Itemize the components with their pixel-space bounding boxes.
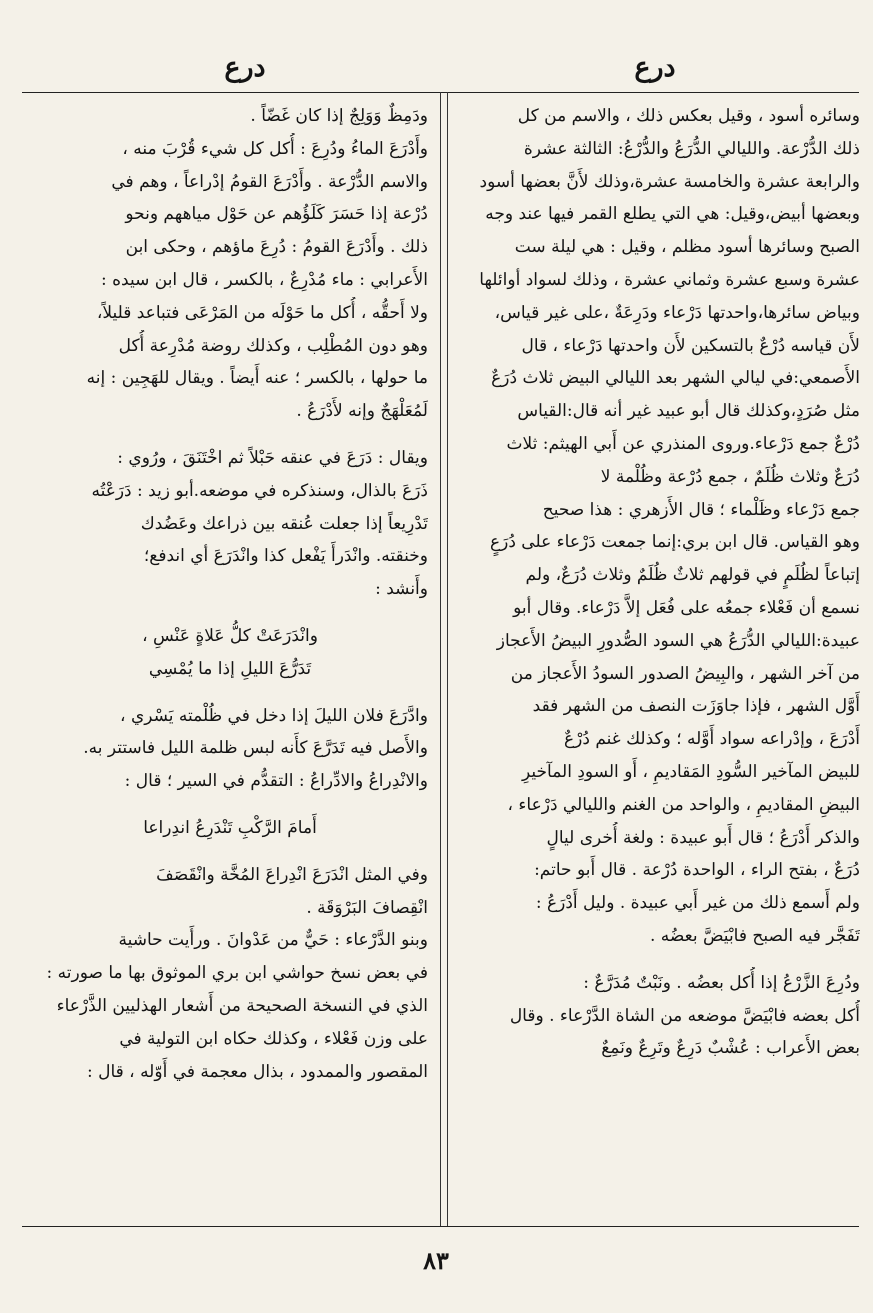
page-number: ٨٣	[423, 1246, 449, 1275]
text-line: من آخر الشهر ، والبِيضُ الصدور السودُ الأَعجاز من	[510, 663, 860, 684]
paragraph-gap	[458, 953, 860, 967]
text-line: دُرَعٌ وثلاث ظُلَمٌ ، جمع دُرْعة وظُلْمة لا	[600, 466, 860, 487]
text-line: الذي في النسخة الصحيحة من أَشعار الهذليين الذَّرْعاء	[56, 995, 428, 1016]
paragraph-gap	[32, 798, 428, 812]
text-line: ما حولها ، بالكسر ؛ عنه أَيضاً . ويقال للهَجِين : إنه	[86, 368, 428, 389]
text-line: نسمع أن فَعْلاء جمعُه على فُعَل إلاَّ دَرْعاء. وقال أبو	[513, 597, 860, 618]
text-line: والاسم الدُّرْعة . وأَدْرَعَ القومُ إدْراعاً ، وهم في	[111, 171, 428, 192]
text-line: أُكل بعضه فابْيَضَّ موضعه من الشاة الدَّرْعاء . وقال	[509, 1005, 860, 1026]
text-line: الصبح وسائرها أسود مظلم ، وقيل : هي ليلة ست	[514, 237, 860, 258]
text-line: وسائره أسود ، وقيل بعكس ذلك ، والاسم من كل	[517, 106, 860, 126]
text-line: جمع دَرْعاء وظَلْماء ؛ قال الأَزهري : هذا صحيح	[542, 499, 860, 520]
text-line: ذلك الدُّرْعة. والليالي الدُّرَعُ والدُّرْعُ: الثالثة عشرة	[523, 138, 860, 159]
text-line: وأَدْرَعَ الماءُ ودُرِعَ : أُكل كل شيء قُرْبَ منه ،	[122, 138, 428, 159]
text-line: مثل صُرَدٍ،وكذلك قال أبو عبيد غير أنه قال:القياس	[517, 401, 860, 422]
text-line: الأَعرابي : ماء مُدْرِعٌ ، بالكسر ، قال ابن سيده :	[101, 269, 428, 290]
text-line: أَوَّل الشهر ، فإذا جاوَزَت النصف من الشهر فقد	[532, 696, 860, 717]
text-line: إتباعاً لظُلَمٍ في قولهم ثلاثٌ ظُلَمٌ وثلاث دُرَعٌ، ولم	[525, 565, 860, 586]
bottom-rule	[22, 1226, 859, 1227]
text-line: انْقِصافَ البَرْوَقَة .	[306, 897, 428, 918]
text-line: لَمُعَلْهَجٌ وإنه لأَدْرَعُ .	[296, 401, 428, 422]
paragraph-gap	[32, 606, 428, 620]
text-line: والأَصل فيه تَدَرَّعَ كأَنه لبس ظلمة الليل فاستتر به.	[83, 738, 428, 759]
text-line: وبنو الدَّرْعاء : حَيٌّ من عَدْوانَ . ورأَيت حاشية	[118, 930, 428, 951]
text-line: ذلك . وأَدْرَعَ القومُ : دُرِعَ ماؤهم ، وحكى ابن	[125, 237, 428, 258]
text-line: دُرْعة إذا حَسَرَ كَلَؤُهم عن حَوْل مياههم ونحو	[125, 204, 428, 225]
verse-line: أَمامَ الرَّكْبِ تَنْدَرِعُ اندِراعا	[143, 817, 317, 838]
text-line: والرابعة عشرة والخامسة عشرة،وذلك لأَنَّ بعضها أسود	[479, 171, 860, 192]
text-line: دُرَعٌ ، بفتح الراء ، الواحدة دُرْعة . قال أَبو حاتم:	[534, 860, 860, 881]
paragraph-gap	[32, 845, 428, 859]
text-line: في بعض نسخ حواشي ابن بري الموثوق بها ما صورته :	[46, 963, 428, 984]
text-line: أَدْرَعَ ، وإدْراعه سواد أَوَّله ؛ وكذلك غنم دُرْعٌ	[564, 729, 860, 750]
text-line: وبياض سائرها،واحدتها دَرْعاء ودَرِعَةٌ ،على غير قياس،	[494, 302, 860, 323]
text-line: المقصور والممدود ، بذال معجمة في أَوّله ، قال :	[86, 1061, 428, 1082]
text-line: وخنقته. وانْدَرأَ يَفْعل كذا وانْدَرَعَ أي اندفع؛	[143, 546, 428, 567]
text-line: وأَنشد :	[375, 579, 428, 600]
verse-line: وانْدَرَعَتْ كلُّ عَلاةٍ عَنْسِ ،	[142, 625, 318, 646]
text-line: ودَمِظٌ وَوَلِجٌ إذا كان غَضّاً .	[250, 106, 428, 126]
text-line: وبعضها أبيض،وقيل: هي التي يطلع القمر فيها عند وجه	[485, 204, 860, 225]
text-line: تَفَجَّر فيه الصبح فابْيَضَّ بعضُه .	[649, 925, 860, 946]
column-divider	[440, 92, 448, 1226]
running-head-left: درع	[224, 52, 266, 83]
text-line: عبيدة:الليالي الدُّرَعُ هي السود الصُّدورِ البيضُ الأَعجاز	[496, 630, 860, 651]
paragraph-gap	[32, 428, 428, 442]
text-line: ويقال : دَرَعَ في عنقه حَبْلاً ثم اخْتَنَقَ ، ورُوي :	[117, 447, 428, 468]
text-line: البيضِ المقاديمِ ، والواحد من الغنم والليالي دَرْعاء ،	[507, 794, 860, 815]
text-line: وادَّرَعَ فلان الليلَ إذا دخل في ظُلْمته يَسْري ،	[120, 705, 428, 726]
text-line: عشرة وسبع عشرة وثماني عشرة ، وذلك لسواد أوائلها	[479, 269, 860, 290]
verse-line: تَدَرُّعَ الليلِ إذا ما يُمْسِي	[148, 658, 312, 679]
paragraph-gap	[32, 686, 428, 700]
text-line: دُرْعٌ جمع دَرْعاء.وروى المنذري عن أَبي الهيثم: ثلاث	[506, 433, 860, 454]
text-line: وهو القياس. قال ابن بري:إنما جمعت دَرْعاء على دُرَعٍ	[489, 532, 860, 553]
text-line: الأَصمعي:في ليالي الشهر بعد الليالي البيض ثلاث دُرَعٌ	[491, 368, 860, 389]
text-line: والانْدِراعُ والادِّراعُ : التقدُّم في السير ؛ قال :	[124, 771, 428, 792]
left-column	[32, 100, 428, 1222]
text-line: ودُرِعَ الزَّرْعُ إذا أُكل بعضُه . ونَبْتٌ مُدَرَّعٌ :	[583, 972, 860, 993]
text-line: تَدْرِيعاً إذا جعلت عُنقه بين ذراعك وعَضُدك	[140, 513, 428, 534]
text-line: ولم أَسمع ذلك من غير أَبي عبيدة . وليل أَدْرَعُ :	[535, 893, 860, 914]
text-line: ولا أَحقُّه ، أُكل ما حَوْلَه من المَرْعَى فتباعد قليلاً،	[96, 302, 428, 323]
running-head-right: درع	[634, 52, 676, 83]
text-line: على وزن فَعْلاء ، وكذلك حكاه ابن التولية في	[119, 1028, 428, 1049]
text-line: بعض الأَعراب : عُشْبٌ دَرِعٌ وتَرِعٌ ونَمِعٌ	[601, 1038, 860, 1059]
text-line: والذكر أَدْرَعُ ؛ قال أَبو عبيدة : ولغة أُخرى ليالٍ	[546, 827, 860, 848]
text-line: وفي المثل انْدَرَعَ انْدِراعَ المُخَّة وانْقَصَفَ	[156, 864, 428, 885]
text-line: لأَن قياسه دُرْعٌ بالتسكين لأَن واحدتها دَرْعاء ، قال	[521, 335, 860, 356]
text-line: وهو دون المُطْلِب ، وكذلك روضة مُدْرِعة أُكل	[118, 335, 428, 356]
right-column	[458, 100, 860, 1222]
text-line: للبيض المآخير السُّودِ المَقاديمِ ، أَو السودِ المآخيرِ	[522, 761, 860, 782]
text-line: ذَرَعَ بالذال، وسنذكره في موضعه.أبو زيد : دَرَعْتُه	[91, 480, 428, 501]
